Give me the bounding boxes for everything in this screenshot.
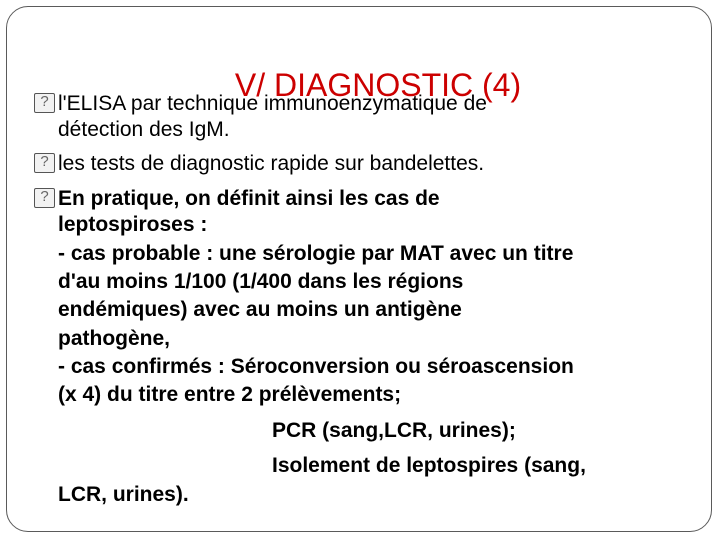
bullet-text-line: les tests de diagnostic rapide sur bandelettes. bbox=[58, 152, 485, 175]
bullet-text-line: PCR (sang,LCR, urines); bbox=[272, 419, 516, 442]
bullet-text-line: (x 4) du titre entre 2 prélèvements; bbox=[58, 383, 402, 406]
bullet-text-line: pathogène, bbox=[58, 327, 171, 350]
bullet-item-case-definitions bbox=[34, 185, 440, 212]
missing-glyph-box-icon bbox=[34, 153, 55, 173]
bullet-text-line: - cas confirmés : Séroconversion ou séroascension bbox=[58, 355, 574, 378]
bullet-text-line: LCR, urines). bbox=[58, 483, 189, 506]
bullet-item-rapid-tests bbox=[34, 150, 484, 177]
bullet-text-line: - cas probable : une sérologie par MAT avec un titre bbox=[58, 242, 574, 265]
bullet-text-line: leptospiroses : bbox=[58, 213, 208, 236]
missing-glyph-box-icon bbox=[34, 93, 55, 113]
bullet-text-line: d'au moins 1/100 (1/400 dans les régions bbox=[58, 270, 464, 293]
bullet-text-line: Isolement de leptospires (sang, bbox=[272, 454, 586, 477]
bullet-text-line: endémiques) avec au moins un antigène bbox=[58, 298, 462, 321]
slide-title: V/ DIAGNOSTIC (4) bbox=[234, 67, 522, 104]
bullet-text-line: détection des IgM. bbox=[58, 118, 230, 141]
bullet-text-line: En pratique, on définit ainsi les cas de bbox=[58, 187, 440, 210]
missing-glyph-box-icon bbox=[34, 188, 55, 208]
bullet-item-elisa bbox=[34, 90, 487, 117]
bullet-text-line: l'ELISA par technique immunoenzymatique de bbox=[58, 92, 487, 115]
